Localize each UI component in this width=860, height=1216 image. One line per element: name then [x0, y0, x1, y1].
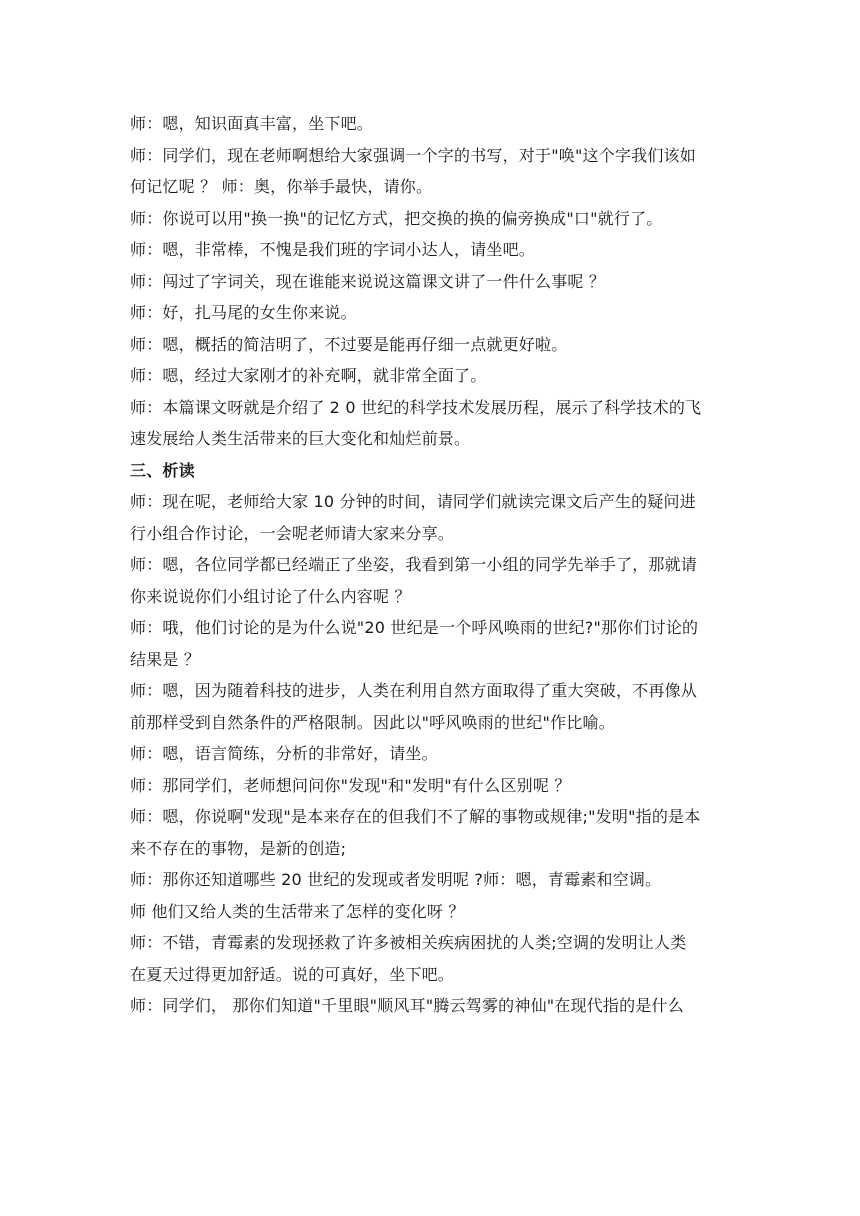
section-heading: 三、析读: [130, 460, 195, 480]
text-line: 师：好，扎马尾的女生你来说。: [130, 303, 357, 322]
text-line: 你来说说你们小组讨论了什么内容呢 ？: [130, 586, 411, 606]
text-line: 速发展给人类生活带来的巨大变化和灿烂前景。: [130, 429, 471, 448]
text-line: 师：现在呢，老师给大家 10 分钟的时间，请同学们就读完课文后产生的疑问进: [130, 492, 696, 511]
text-line: 师：嗯，语言简练，分析的非常好，请坐。: [130, 744, 438, 763]
text-line: 师：嗯，概括的简洁明了，不过要是能再仔细一点就更好啦。: [130, 334, 568, 354]
text-line: 师：你说可以用"换一换"的记忆方式，把交换的换的偏旁换成"口"就行了。: [130, 208, 663, 228]
text-line: 师：闯过了字词关，现在谁能来说说这篇课文讲了一件什么事呢 ？: [130, 271, 606, 291]
text-line: 前那样受到自然条件的严格限制。因此以"呼风唤雨的世纪"作比喻。: [130, 712, 615, 732]
text-line: 师：本篇课文呀就是介绍了 2 0 世纪的科学技术发展历程，展示了科学技术的飞: [130, 397, 702, 417]
text-line: 何记忆呢 ？ 师：奥，你举手最快，请你。: [130, 177, 433, 196]
text-line: 师：同学们，现在老师啊想给大家强调一个字的书写，对于"唤"这个字我们该如: [130, 145, 696, 165]
text-line: 师：同学们， 那你们知道"千里眼"顺风耳"腾云驾雾的神仙"在现代指的是什么: [130, 996, 684, 1015]
text-line: 师：嗯，经过大家刚才的补充啊，就非常全面了。: [130, 366, 487, 385]
text-line: 师：嗯，各位同学都已经端正了坐姿，我看到第一小组的同学先举手了，那就请: [130, 555, 698, 574]
text-line: 师 他们又给人类的生活带来了怎样的变化呀 ？: [130, 901, 465, 921]
text-line: 师：不错，青霉素的发现拯救了许多被相关疾病困扰的人类;空调的发明让人类: [130, 933, 687, 952]
text-line: 师：哦，他们讨论的是为什么说"20 世纪是一个呼风唤雨的世纪?"那你们讨论的: [130, 618, 699, 637]
text-line: 师：嗯，非常棒，不愧是我们班的字词小达人，请坐吧。: [130, 240, 536, 259]
text-line: 来不存在的事物，是新的创造;: [130, 838, 347, 858]
text-line: 在夏天过得更加舒适。说的可真好，坐下吧。: [130, 964, 455, 984]
document-body: [130, 108, 730, 1022]
text-line: 结果是 ？: [130, 649, 201, 669]
text-line: 师：嗯，你说啊"发现"是本来存在的但我们不了解的事物或规律;"发明"指的是本: [130, 807, 701, 826]
text-line: 师：那同学们，老师想问问你"发现"和"发明"有什么区别呢 ？: [130, 775, 571, 795]
text-line: 师：嗯，知识面真丰富，坐下吧。: [130, 114, 374, 133]
text-line: 行小组合作讨论，一会呢老师请大家来分享。: [130, 523, 455, 543]
text-line: 师：那你还知道哪些 20 世纪的发现或者发明呢 ?师：嗯，青霉素和空调。: [130, 870, 662, 889]
text-line: 师：嗯，因为随着科技的进步，人类在利用自然方面取得了重大突破，不再像从: [130, 681, 698, 700]
